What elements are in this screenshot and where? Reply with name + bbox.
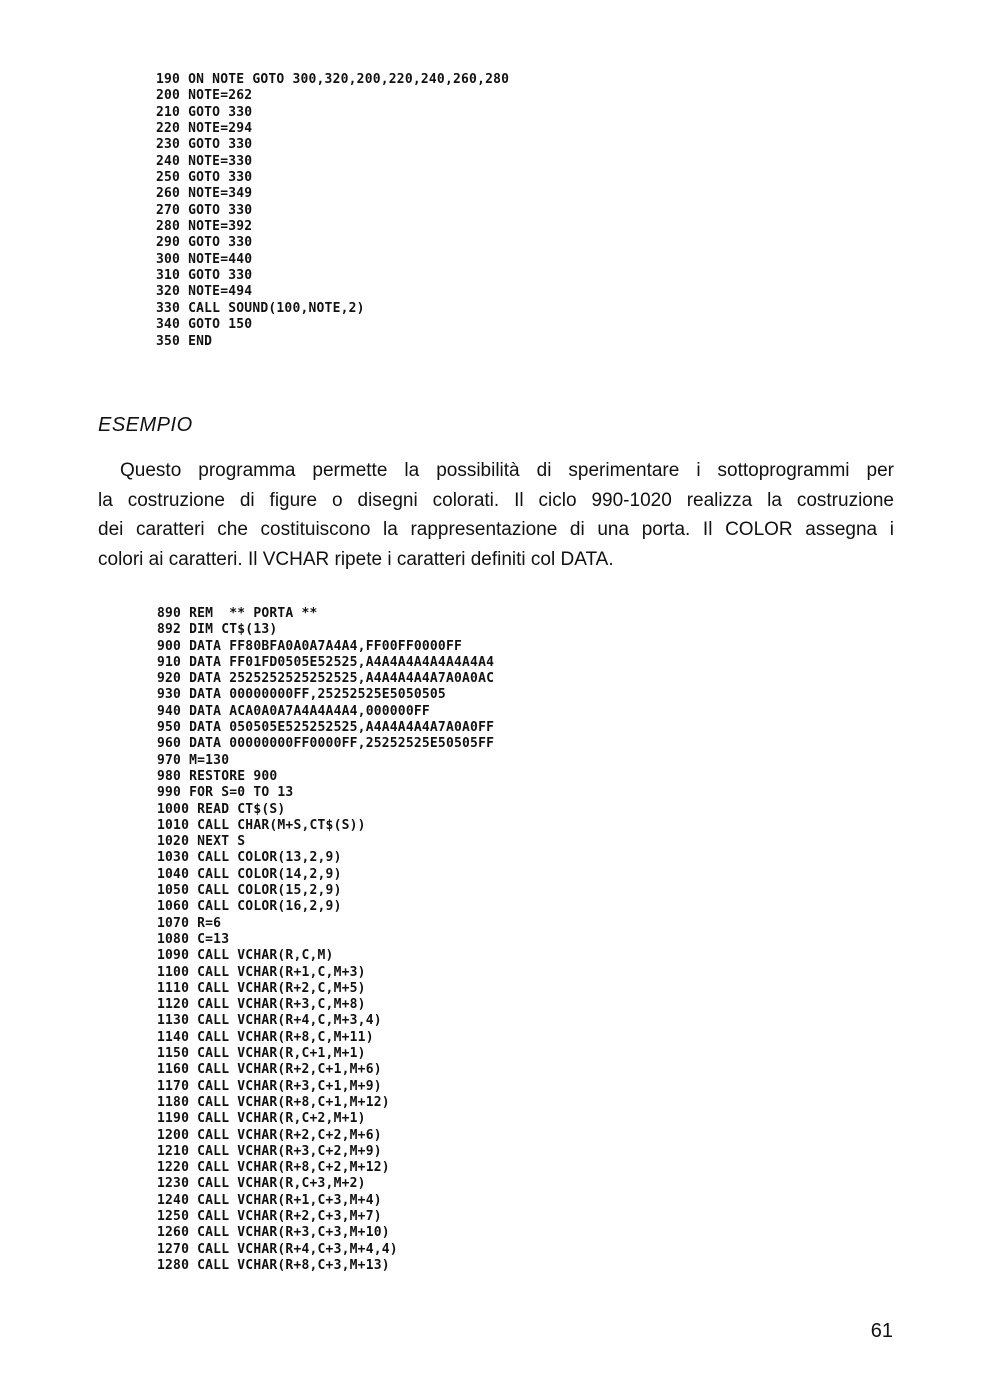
code-line: 1220 CALL VCHAR(R+8,C+2,M+12) <box>157 1160 390 1176</box>
code-line: 1090 CALL VCHAR(R,C,M) <box>157 948 334 964</box>
code-line: 1170 CALL VCHAR(R+3,C+1,M+9) <box>157 1078 382 1094</box>
code-line: 1070 R=6 <box>157 915 222 931</box>
code-line: 950 DATA 050505E525252525,A4A4A4A4A7A0A0FF <box>157 720 495 736</box>
code-listing-top <box>156 72 509 350</box>
code-line: 1160 CALL VCHAR(R+2,C+1,M+6) <box>157 1062 382 1078</box>
code-line: 1100 CALL VCHAR(R+1,C,M+3) <box>157 964 366 980</box>
code-line: 270 GOTO 330 <box>156 202 253 218</box>
code-line: 1030 CALL COLOR(13,2,9) <box>157 850 342 866</box>
code-line: 1250 CALL VCHAR(R+2,C+3,M+7) <box>157 1208 382 1224</box>
code-line: 330 CALL SOUND(100,NOTE,2) <box>156 300 365 316</box>
code-line: 1150 CALL VCHAR(R,C+1,M+1) <box>157 1046 366 1062</box>
code-line: 1270 CALL VCHAR(R+4,C+3,M+4,4) <box>157 1241 398 1257</box>
code-line: 890 REM ** PORTA ** <box>157 606 318 621</box>
code-line: 960 DATA 00000000FF0000FF,25252525E50505FF <box>157 736 495 752</box>
code-listing-porta <box>157 606 494 1274</box>
paragraph-line: colori ai caratteri. Il VCHAR ripete i caratteri definiti col DATA. <box>98 548 614 570</box>
code-line: 1240 CALL VCHAR(R+1,C+3,M+4) <box>157 1192 382 1208</box>
code-line: 970 M=130 <box>157 752 230 768</box>
code-line: 1280 CALL VCHAR(R+8,C+3,M+13) <box>157 1257 390 1273</box>
code-line: 940 DATA ACA0A0A7A4A4A4A4,000000FF <box>157 703 430 719</box>
code-line: 1080 C=13 <box>157 931 230 947</box>
code-line: 1020 NEXT S <box>157 834 246 850</box>
code-line: 220 NOTE=294 <box>156 121 253 137</box>
code-line: 1060 CALL COLOR(16,2,9) <box>157 899 342 915</box>
code-line: 1110 CALL VCHAR(R+2,C,M+5) <box>157 980 366 996</box>
description-paragraph <box>98 456 894 574</box>
paragraph-line: dei caratteri che costituiscono la rappresentazione di una porta. Il COLOR assegna i <box>98 519 894 540</box>
code-line: 1050 CALL COLOR(15,2,9) <box>157 883 342 899</box>
page-number: 61 <box>870 1320 893 1342</box>
code-line: 1260 CALL VCHAR(R+3,C+3,M+10) <box>157 1225 390 1241</box>
code-line: 892 DIM CT$(13) <box>157 622 278 638</box>
code-line: 260 NOTE=349 <box>156 186 253 202</box>
code-line: 990 FOR S=0 TO 13 <box>157 785 294 801</box>
code-line: 1200 CALL VCHAR(R+2,C+2,M+6) <box>157 1127 382 1143</box>
code-line: 280 NOTE=392 <box>156 219 253 235</box>
code-line: 910 DATA FF01FD0505E52525,A4A4A4A4A4A4A4A4 <box>157 654 495 670</box>
code-line: 300 NOTE=440 <box>156 251 253 267</box>
code-line: 240 NOTE=330 <box>156 153 253 169</box>
code-line: 980 RESTORE 900 <box>157 768 278 784</box>
section-title: ESEMPIO <box>98 414 193 436</box>
code-line: 210 GOTO 330 <box>156 104 253 120</box>
code-line: 1010 CALL CHAR(M+S,CT$(S)) <box>157 817 366 833</box>
code-line: 1210 CALL VCHAR(R+3,C+2,M+9) <box>157 1143 382 1159</box>
code-line: 1190 CALL VCHAR(R,C+2,M+1) <box>157 1111 366 1127</box>
paragraph-line: la costruzione di figure o disegni colorati. Il ciclo 990-1020 realizza la costruzione <box>98 489 894 511</box>
code-line: 920 DATA 2525252525252525,A4A4A4A4A7A0A0AC <box>157 671 495 687</box>
code-line: 930 DATA 00000000FF,25252525E5050505 <box>157 687 446 703</box>
code-line: 350 END <box>156 333 213 349</box>
code-line: 190 ON NOTE GOTO 300,320,200,220,240,260,280 <box>156 72 510 87</box>
code-line: 900 DATA FF80BFA0A0A7A4A4,FF00FF0000FF <box>157 638 463 654</box>
code-line: 1120 CALL VCHAR(R+3,C,M+8) <box>157 997 366 1013</box>
code-line: 1040 CALL COLOR(14,2,9) <box>157 866 342 882</box>
paragraph-line: Questo programma permette la possibilità di sperimentare i sottoprogrammi per <box>120 460 894 481</box>
code-line: 250 GOTO 330 <box>156 170 253 186</box>
code-line: 230 GOTO 330 <box>156 137 253 153</box>
code-line: 1230 CALL VCHAR(R,C+3,M+2) <box>157 1176 366 1192</box>
code-line: 340 GOTO 150 <box>156 317 253 333</box>
code-line: 320 NOTE=494 <box>156 284 253 300</box>
code-line: 1180 CALL VCHAR(R+8,C+1,M+12) <box>157 1094 390 1110</box>
code-line: 1130 CALL VCHAR(R+4,C,M+3,4) <box>157 1013 382 1029</box>
code-line: 290 GOTO 330 <box>156 235 253 251</box>
code-line: 200 NOTE=262 <box>156 88 253 104</box>
code-line: 310 GOTO 330 <box>156 268 253 284</box>
code-line: 1000 READ CT$(S) <box>157 801 286 817</box>
code-line: 1140 CALL VCHAR(R+8,C,M+11) <box>157 1029 374 1045</box>
